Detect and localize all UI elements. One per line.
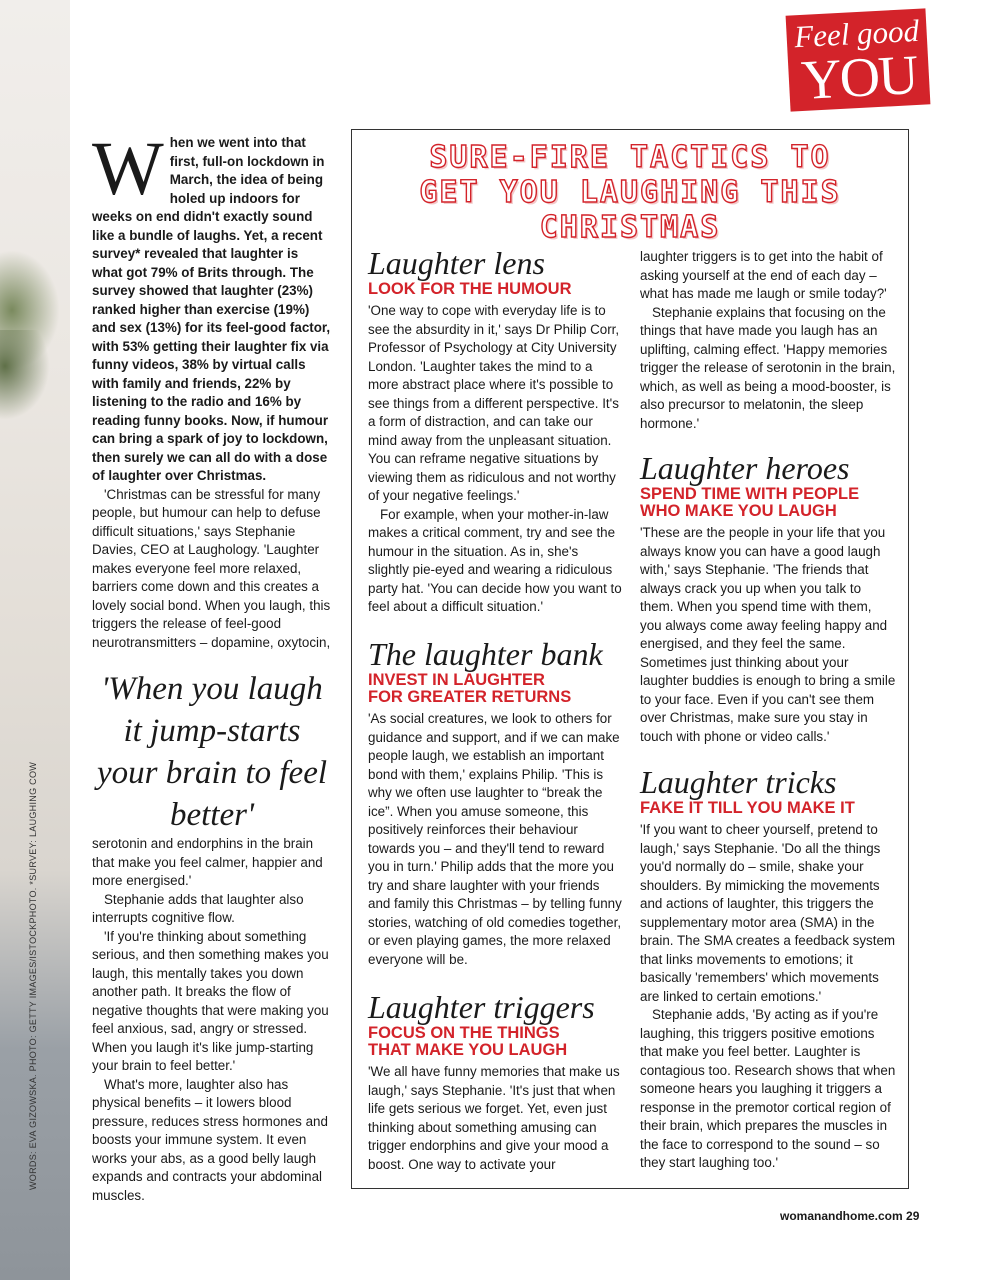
- body-paragraph: 'As social creatures, we look to others for guidance and support, and if we can make people laugh, we establish an important bond with them,' explains Philip. 'This is why we often use laughter to “break the ice”. When you amuse someone, this positively reinforces their behaviour towards you – and they'll tend to reward you in turn.' Philip adds that the more you try and share laughter with your friends and family this Christmas – by telling funny stories, watching of old comedies together, or even playing games, the more relaxed everyone will be.: [368, 711, 622, 967]
- body-paragraph: Stephanie adds, 'By acting as if you're laughing, this triggers positive emotions that make you feel better. Laughter is contagious too. Research shows that when someone hears you laughing it triggers a response in the premotor cortical region of their brain, which prepares the muscles in the face to correspond to the sound – so they start laughing too.': [640, 1007, 896, 1170]
- section-title: The laughter bank: [368, 636, 603, 672]
- section-subtitle: [368, 672, 622, 706]
- section-laughter-bank: [368, 636, 622, 969]
- site-url: womanandhome.com: [780, 1209, 903, 1223]
- badge-line-2: YOU: [799, 44, 919, 112]
- intro-paragraph: [92, 127, 332, 486]
- triggers-continued: [640, 248, 896, 433]
- body-paragraph: 'If you're thinking about something serious, and then something makes you laugh, this mentally takes you down another path. It breaks the flow of negative thoughts that were making you feel anxious, sad, angry or stressed. When you laugh it's like jump-starting your brain to feel better.': [92, 928, 329, 1073]
- section-subtitle: FAKE IT TILL YOU MAKE IT: [640, 799, 855, 817]
- box-title: [351, 140, 909, 245]
- section-title: Laughter heroes: [640, 450, 850, 486]
- subtitle-line: WHO MAKE YOU LAUGH: [640, 502, 837, 520]
- section-laughter-tricks: [640, 764, 896, 1173]
- intro-text: hen we went into that first, full-on lockdown in March, the idea of being holed up indoors for weeks on end didn't exactly sound like a bundle of laughs. Yet, a recent survey* revealed that laughter is what got 79% of Brits through. The survey showed that laughter (23%) ranked higher than exercise (19%) and sex (13%) for its feel-good factor, with 53% getting their laughter fix via funny videos, 38% by virtual calls with family and friends, 22% by listening to the radio and 16% by reading funny books. Now, if humour can bring a spark of joy to lockdown, then surely we can all do with a dose of laughter over Christmas.: [92, 135, 331, 483]
- body-paragraph: Stephanie explains that focusing on the things that have made you laugh has an uplifting, calming effect. 'Happy memories trigger the release of serotonin in the brain, which, as well as being a mood-booster, is also precursor to melatonin, the sleep hormone.': [640, 304, 896, 431]
- badge-line-1: Feel good: [793, 12, 920, 55]
- section-subtitle: [368, 1025, 622, 1059]
- body-paragraph: For example, when your mother-in-law makes a critical comment, try and see the humour in the situation. As in, she's slightly pie-eyed and wearing a ridiculous party hat. 'You can decide how you want to feel about a difficult situation.': [368, 506, 622, 614]
- section-subtitle: [640, 486, 896, 520]
- section-laughter-lens: [368, 245, 622, 617]
- body-paragraph: 'These are the people in your life that you always know you can have a good laugh with,' says Stephanie. 'The friends that always crack you up when you talk to them. When you spend time with them, you always come away feeling happy and energised, and they feel the same. Sometimes just thinking about your laughter buddies is enough to bring a smile to your face. Even if you can't see them over Christmas, make sure you stay in touch with phone or video calls.': [640, 525, 896, 744]
- section-title: Laughter tricks: [640, 764, 837, 800]
- body-paragraph: 'If you want to cheer yourself, pretend to laugh,' says Stephanie. 'Do all the things you'd normally do – smile, shake your shoulders. By mimicking the movements and actions of laughter, this triggers the supplementary motor area (SMA) in the brain. The SMA creates a feedback system that links movements to emotions; it basically 'remembers' which movements are linked to certain emotions.': [640, 822, 896, 1004]
- body-paragraph: serotonin and endorphins in the brain that make you feel calmer, happier and more energised.': [92, 836, 323, 888]
- section-laughter-triggers: [368, 989, 622, 1174]
- box-title-line: GET YOU LAUGHING THIS: [419, 175, 841, 210]
- subtitle-line: INVEST IN LAUGHTER: [368, 671, 545, 689]
- subtitle-line: THAT MAKE YOU LAUGH: [368, 1041, 568, 1059]
- page-number: 29: [906, 1209, 920, 1223]
- section-title: Laughter lens: [368, 245, 545, 281]
- section-title: Laughter triggers: [368, 989, 595, 1025]
- body-paragraph: 'Christmas can be stressful for many people, but humour can help to defuse difficult situations,' says Stephanie Davies, CEO at Laughology. 'Laughter makes everyone feel more relaxed, barriers come down and this creates a lovely social bond. When you laugh, this triggers the release of feel-good neurotransmitters – dopamine, oxytocin,: [92, 486, 331, 650]
- body-paragraph: 'We all have funny memories that make us laugh,' says Stephanie. 'It's just that when life gets serious we forget. Yet, even just thinking about something amusing can trigger endorphins and give your mood a boost. One way to activate your: [368, 1064, 620, 1172]
- body-paragraph: 'One way to cope with everyday life is to see the absurdity in it,' says Dr Philip Corr, Professor of Psychology at City University London. 'Laughter takes the mind to a more abstract place where it's possible to see things from a different perspective. It's a form of distraction, and can take our mind away from the unpleasant situation. You can reframe negative situations by viewing them as ridiculous and not worthy of your negative feelings.': [368, 303, 620, 503]
- plant-leaf: [0, 330, 50, 420]
- box-title-line: SURE-FIRE TACTICS TO: [429, 140, 831, 175]
- left-column-lower: [92, 835, 332, 1205]
- body-paragraph: Stephanie adds that laughter also interrupts cognitive flow.: [92, 891, 304, 925]
- body-paragraph: What's more, laughter also has physical benefits – it lowers blood pressure, reduces stress hormones and boosts your immune system. It even works your abs, as a good belly laugh expands and contracts your abdominal muscles.: [92, 1076, 328, 1203]
- body-paragraph: laughter triggers is to get into the habit of asking yourself at the end of each day – what has made me laugh or smile today?': [640, 249, 887, 301]
- box-title-line: CHRISTMAS: [539, 210, 721, 245]
- intro-column: [92, 127, 332, 652]
- subtitle-line: FOCUS ON THE THINGS: [368, 1024, 560, 1042]
- photo-credit: WORDS: EVA GIZOWSKA. PHOTO: GETTY IMAGES/ISTOCKPHOTO. *SURVEY: LAUGHING COW: [28, 761, 38, 1190]
- subtitle-line: SPEND TIME WITH PEOPLE: [640, 485, 860, 503]
- page-footer: [780, 1209, 919, 1223]
- subtitle-line: FOR GREATER RETURNS: [368, 688, 572, 706]
- section-badge: [786, 8, 931, 111]
- section-subtitle: LOOK FOR THE HUMOUR: [368, 280, 572, 298]
- section-laughter-heroes: [640, 450, 896, 746]
- drop-cap: W: [92, 127, 164, 211]
- pull-quote: 'When you laugh it jump-starts your brain to feel better': [96, 671, 328, 833]
